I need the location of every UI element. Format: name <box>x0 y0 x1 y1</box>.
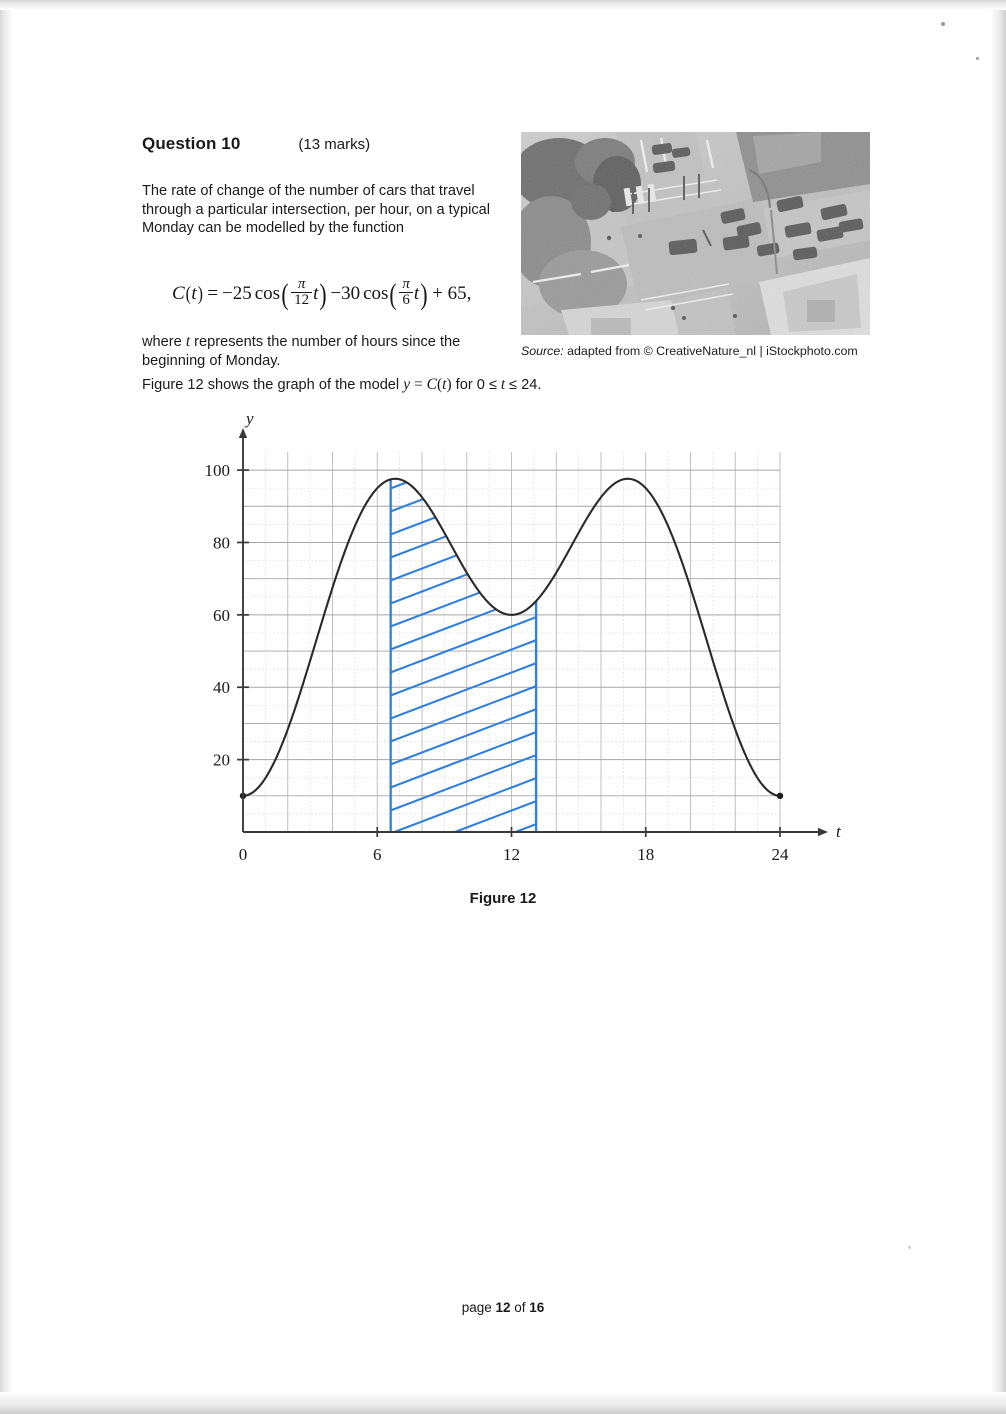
figure-ref-text-2: for 0 <box>451 377 489 393</box>
x-axis-label: t <box>836 822 841 841</box>
figure-ref-t: t <box>442 376 447 393</box>
formula-var-2: t <box>413 282 420 304</box>
x-axis-arrow <box>818 828 828 836</box>
page-title: Question 10 <box>142 134 241 153</box>
where-text-part2: represents the number of hours since the beginning of Monday. <box>142 334 461 369</box>
formula-lhs-t: t <box>191 282 197 304</box>
where-variable: t <box>185 333 191 350</box>
formula-constant: + 65, <box>432 282 472 304</box>
y-tick-label: 80 <box>213 533 230 553</box>
figure-12-graph <box>150 412 850 882</box>
figure-ref-equals: = <box>410 376 427 393</box>
scan-edge-top <box>0 0 1006 10</box>
figure-ref-paren-open: ( <box>436 376 443 393</box>
formula-coef-2: −30 <box>330 282 361 304</box>
question-stem: The rate of change of the number of cars that travel through a particular intersection, per hour, on a typical Monday can be modelled by the function <box>142 183 491 237</box>
scan-speck <box>976 57 979 60</box>
y-tick-label: 20 <box>213 750 230 770</box>
formula-coef-1: −25 <box>222 282 252 304</box>
model-formula: C ( t ) = −25 cos ( $\frac{\pi}{12}$ t ) −30 cos ( $\frac{\pi}{6}$ t ) + 65, <box>172 276 472 311</box>
formula-fraction-1 <box>291 277 312 309</box>
x-tick-label: 0 <box>238 845 248 864</box>
x-tick-label: 18 <box>637 845 655 864</box>
figure-caption: Figure 12 <box>469 890 537 907</box>
footer-page-number: 12 <box>495 1300 511 1315</box>
intersection-photo <box>521 132 870 335</box>
formula-den-2: 6 <box>399 292 413 308</box>
x-tick-label: 24 <box>771 845 789 864</box>
formula-cos-2: cos <box>363 282 389 304</box>
where-text <box>142 333 514 370</box>
grid-major <box>243 452 780 832</box>
formula-den-1: 12 <box>291 292 312 308</box>
curve-endpoint <box>777 793 783 799</box>
photo-credit-label: Source: <box>521 344 564 358</box>
figure-ref-text: Figure 12 shows the graph of the model <box>142 377 404 393</box>
figure-reference-line <box>142 375 642 395</box>
x-tick-label: 6 <box>373 845 382 864</box>
x-tick-label: 12 <box>503 845 520 864</box>
formula-cos-1: cos <box>254 282 281 304</box>
where-text-part1: where <box>142 334 186 350</box>
formula-lhs-c: C <box>172 282 185 304</box>
formula-equals: = <box>207 282 219 304</box>
axis-ticks <box>205 461 790 864</box>
question-marks: (13 marks) <box>298 136 371 153</box>
y-tick-label: 100 <box>204 461 230 481</box>
y-axis-label: y <box>246 412 254 428</box>
figure-ref-t-2: t <box>496 376 510 393</box>
figure-ref-paren-close: ) <box>446 376 452 393</box>
page-footer <box>0 1300 1006 1315</box>
shaded-region-hatching <box>371 412 556 882</box>
figure-ref-le-2: ≤ <box>509 377 518 393</box>
formula-var-1: t <box>313 282 319 304</box>
figure-ref-text-3: 24. <box>517 377 542 393</box>
question-header <box>142 134 370 154</box>
y-tick-label: 40 <box>213 678 230 698</box>
photo-credit-text: adapted from © CreativeNature_nl | iStockphoto.com <box>563 344 858 358</box>
formula-num-1: π <box>297 276 306 292</box>
footer-total-pages: 16 <box>529 1300 545 1315</box>
scan-speck <box>908 1246 911 1249</box>
y-tick-label: 60 <box>213 605 230 625</box>
figure-ref-c: C <box>426 376 437 393</box>
scan-edge-right <box>990 0 1006 1414</box>
footer-prefix: page <box>461 1300 496 1315</box>
photo-credit <box>521 344 858 358</box>
formula-fraction-2 <box>399 277 413 309</box>
y-axis-arrow <box>239 428 247 438</box>
formula-num-2: π <box>402 276 410 292</box>
scan-speck <box>941 22 945 26</box>
scan-edge-bottom <box>0 1392 1006 1414</box>
footer-middle: of <box>510 1300 530 1315</box>
figure-ref-le-1: ≤ <box>488 377 497 393</box>
figure-ref-y: y <box>403 376 411 393</box>
scan-edge-left <box>0 0 14 1414</box>
